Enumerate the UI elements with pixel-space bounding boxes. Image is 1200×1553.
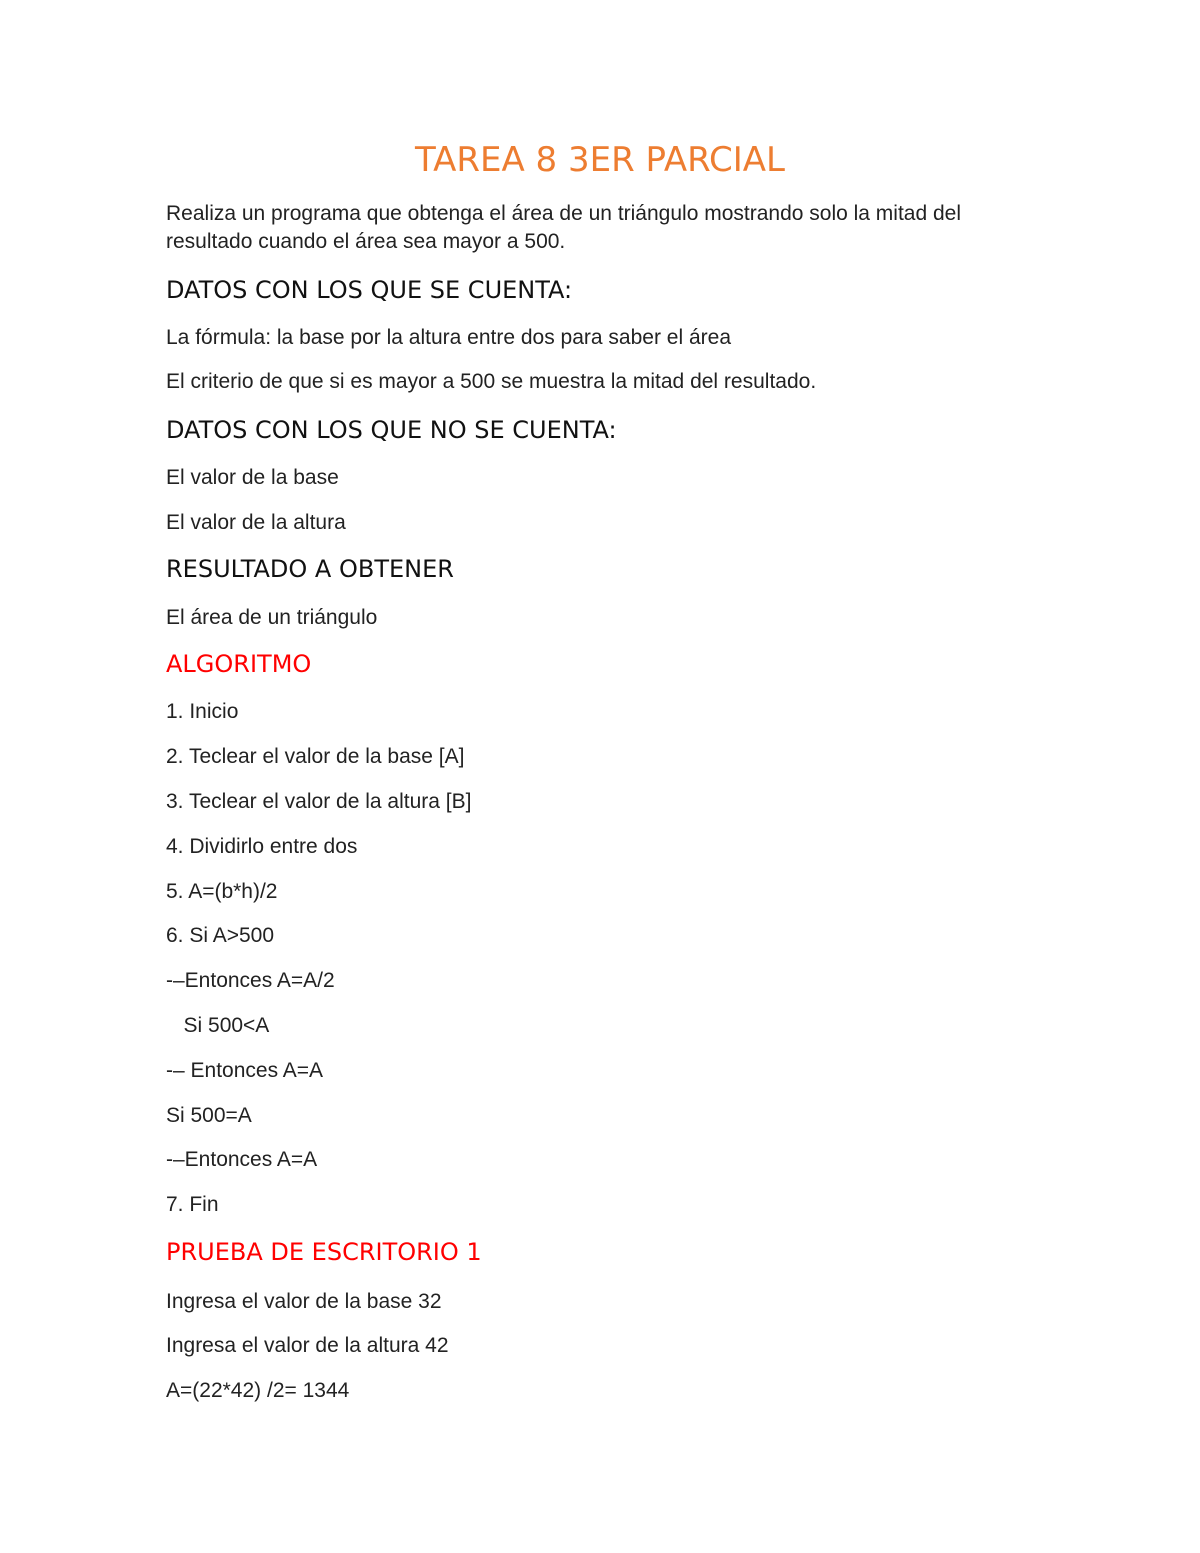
algorithm-step: 5. A=(b*h)/2 (166, 880, 278, 903)
expected-result-line: El área de un triángulo (166, 606, 378, 629)
desk-test-line: Ingresa el valor de la altura 42 (166, 1334, 449, 1357)
algorithm-step: Si 500<A (166, 1014, 270, 1037)
heading-expected-result: RESULTADO A OBTENER (166, 555, 454, 583)
known-data-line: El criterio de que si es mayor a 500 se muestra la mitad del resultado. (166, 370, 817, 393)
algorithm-step: -– Entonces A=A (166, 1059, 324, 1082)
document-title: TAREA 8 3ER PARCIAL (414, 140, 786, 180)
desk-test-line: A=(22*42) /2= 1344 (166, 1379, 350, 1402)
algorithm-step: 1. Inicio (166, 700, 239, 723)
desk-test-line: Ingresa el valor de la base 32 (166, 1290, 442, 1313)
heading-unknown-data: DATOS CON LOS QUE NO SE CUENTA: (166, 416, 617, 444)
heading-algorithm: ALGORITMO (166, 650, 312, 678)
algorithm-step: -–Entonces A=A (166, 1148, 318, 1171)
algorithm-step: Si 500=A (166, 1104, 252, 1127)
algorithm-step: 6. Si A>500 (166, 924, 275, 947)
algorithm-step: 3. Teclear el valor de la altura [B] (166, 790, 472, 813)
known-data-line: La fórmula: la base por la altura entre dos para saber el área (166, 326, 732, 349)
unknown-data-line: El valor de la base (166, 466, 339, 489)
algorithm-step: 7. Fin (166, 1193, 219, 1216)
heading-desk-test: PRUEBA DE ESCRITORIO 1 (166, 1238, 482, 1266)
unknown-data-line: El valor de la altura (166, 511, 346, 534)
algorithm-step: -–Entonces A=A/2 (166, 969, 335, 992)
algorithm-step: 4. Dividirlo entre dos (166, 835, 358, 858)
algorithm-step: 2. Teclear el valor de la base [A] (166, 745, 465, 768)
heading-known-data: DATOS CON LOS QUE SE CUENTA: (166, 276, 573, 304)
intro-paragraph: Realiza un programa que obtenga el área de un triángulo mostrando solo la mitad del resultado cuando el área sea mayor a 500. (166, 202, 962, 253)
